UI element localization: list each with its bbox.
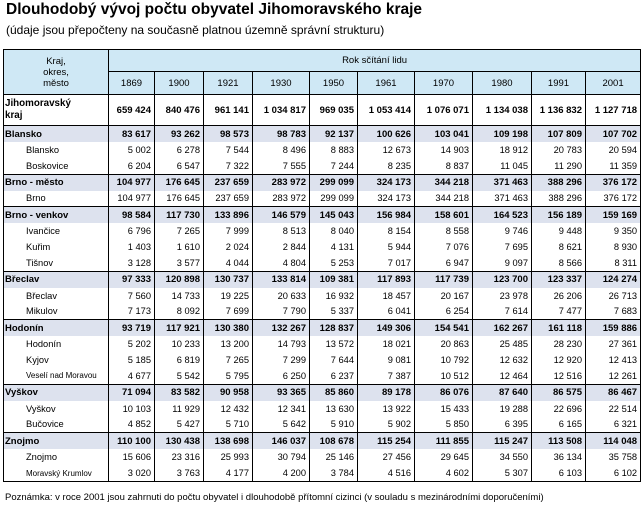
cell-value: 25 993 bbox=[204, 449, 253, 465]
cell-value: 4 200 bbox=[253, 465, 310, 481]
cell-value: 104 977 bbox=[109, 191, 155, 207]
cell-value: 7 265 bbox=[204, 352, 253, 368]
cell-value: 20 633 bbox=[253, 288, 310, 304]
table-row-town bbox=[4, 158, 641, 174]
cell-value: 8 566 bbox=[532, 255, 586, 271]
cell-value: 14 903 bbox=[415, 142, 473, 158]
cell-value: 98 584 bbox=[109, 207, 155, 224]
table-row-town bbox=[4, 255, 641, 271]
cell-value: 162 267 bbox=[473, 320, 532, 337]
row-name: Břeclav bbox=[4, 271, 109, 288]
header-corner-line: okres, bbox=[43, 66, 69, 78]
table-row-town bbox=[4, 417, 641, 433]
cell-value: 969 035 bbox=[310, 95, 358, 126]
cell-value: 388 296 bbox=[532, 191, 586, 207]
cell-value: 26 713 bbox=[586, 288, 641, 304]
cell-value: 154 541 bbox=[415, 320, 473, 337]
row-name: Boskovice bbox=[4, 158, 109, 174]
cell-value: 145 043 bbox=[310, 207, 358, 224]
cell-value: 237 659 bbox=[204, 174, 253, 191]
cell-value: 376 172 bbox=[586, 191, 641, 207]
cell-value: 18 021 bbox=[358, 336, 415, 352]
row-name bbox=[4, 95, 109, 126]
cell-value: 93 719 bbox=[109, 320, 155, 337]
header-corner bbox=[4, 50, 109, 95]
row-name: Kyjov bbox=[4, 352, 109, 368]
cell-value: 840 476 bbox=[155, 95, 204, 126]
table-row-town bbox=[4, 304, 641, 320]
row-name: Bučovice bbox=[4, 417, 109, 433]
row-name: Hodonín bbox=[4, 336, 109, 352]
cell-value: 7 544 bbox=[204, 142, 253, 158]
cell-value: 5 850 bbox=[415, 417, 473, 433]
cell-value: 19 288 bbox=[473, 401, 532, 417]
cell-value: 10 792 bbox=[415, 352, 473, 368]
cell-value: 23 316 bbox=[155, 449, 204, 465]
cell-value: 176 645 bbox=[155, 191, 204, 207]
header-corner-line: město bbox=[43, 77, 69, 89]
cell-value: 5 427 bbox=[155, 417, 204, 433]
cell-value: 133 896 bbox=[204, 207, 253, 224]
cell-value: 10 233 bbox=[155, 336, 204, 352]
cell-value: 107 809 bbox=[532, 126, 586, 143]
table-row-district bbox=[4, 384, 641, 401]
cell-value: 12 464 bbox=[473, 368, 532, 384]
cell-value: 164 523 bbox=[473, 207, 532, 224]
cell-value: 12 261 bbox=[586, 368, 641, 384]
header-year: 2001 bbox=[586, 72, 641, 95]
population-table bbox=[3, 49, 641, 482]
cell-value: 4 177 bbox=[204, 465, 253, 481]
cell-value: 8 930 bbox=[586, 239, 641, 255]
cell-value: 3 784 bbox=[310, 465, 358, 481]
table-row-town bbox=[4, 142, 641, 158]
cell-value: 8 837 bbox=[415, 158, 473, 174]
cell-value: 93 262 bbox=[155, 126, 204, 143]
header-year: 1980 bbox=[473, 72, 532, 95]
cell-value: 2 024 bbox=[204, 239, 253, 255]
header-year: 1921 bbox=[204, 72, 253, 95]
cell-value: 5 795 bbox=[204, 368, 253, 384]
cell-value: 8 883 bbox=[310, 142, 358, 158]
cell-value: 156 984 bbox=[358, 207, 415, 224]
cell-value: 371 463 bbox=[473, 174, 532, 191]
cell-value: 1 127 718 bbox=[586, 95, 641, 126]
cell-value: 28 230 bbox=[532, 336, 586, 352]
cell-value: 8 235 bbox=[358, 158, 415, 174]
cell-value: 6 204 bbox=[109, 158, 155, 174]
row-name: Ivančice bbox=[4, 223, 109, 239]
cell-value: 6 278 bbox=[155, 142, 204, 158]
table-row-town bbox=[4, 336, 641, 352]
cell-value: 283 972 bbox=[253, 191, 310, 207]
cell-value: 283 972 bbox=[253, 174, 310, 191]
cell-value: 20 167 bbox=[415, 288, 473, 304]
row-name: Mikulov bbox=[4, 304, 109, 320]
cell-value: 98 783 bbox=[253, 126, 310, 143]
cell-value: 11 359 bbox=[586, 158, 641, 174]
cell-value: 115 247 bbox=[473, 433, 532, 450]
cell-value: 299 099 bbox=[310, 174, 358, 191]
cell-value: 7 017 bbox=[358, 255, 415, 271]
row-name: Znojmo bbox=[4, 433, 109, 450]
cell-value: 107 702 bbox=[586, 126, 641, 143]
cell-value: 108 678 bbox=[310, 433, 358, 450]
cell-value: 8 496 bbox=[253, 142, 310, 158]
cell-value: 11 929 bbox=[155, 401, 204, 417]
cell-value: 3 128 bbox=[109, 255, 155, 271]
header-year: 1950 bbox=[310, 72, 358, 95]
cell-value: 26 206 bbox=[532, 288, 586, 304]
table-row-district bbox=[4, 207, 641, 224]
header-year: 1970 bbox=[415, 72, 473, 95]
cell-value: 159 886 bbox=[586, 320, 641, 337]
row-name: Moravský Krumlov bbox=[4, 465, 109, 481]
row-name: Brno bbox=[4, 191, 109, 207]
cell-value: 371 463 bbox=[473, 191, 532, 207]
table-row-town bbox=[4, 191, 641, 207]
footnote: Poznámka: v roce 2001 jsou zahrnuti do počtu obyvatel i dlouhodobě přítomní cizinci (v souladu s mezinárodními doporučeními) bbox=[5, 492, 544, 503]
cell-value: 9 081 bbox=[358, 352, 415, 368]
cell-value: 123 700 bbox=[473, 271, 532, 288]
table-row-town bbox=[4, 352, 641, 368]
cell-value: 124 274 bbox=[586, 271, 641, 288]
cell-value: 5 710 bbox=[204, 417, 253, 433]
row-name: Kuřim bbox=[4, 239, 109, 255]
cell-value: 237 659 bbox=[204, 191, 253, 207]
cell-value: 659 424 bbox=[109, 95, 155, 126]
cell-value: 4 677 bbox=[109, 368, 155, 384]
row-name: Veselí nad Moravou bbox=[4, 368, 109, 384]
cell-value: 25 485 bbox=[473, 336, 532, 352]
cell-value: 3 020 bbox=[109, 465, 155, 481]
cell-value: 104 977 bbox=[109, 174, 155, 191]
cell-value: 5 642 bbox=[253, 417, 310, 433]
cell-value: 176 645 bbox=[155, 174, 204, 191]
cell-value: 6 102 bbox=[586, 465, 641, 481]
cell-value: 30 794 bbox=[253, 449, 310, 465]
cell-value: 299 099 bbox=[310, 191, 358, 207]
cell-value: 7 299 bbox=[253, 352, 310, 368]
cell-value: 4 044 bbox=[204, 255, 253, 271]
cell-value: 10 512 bbox=[415, 368, 473, 384]
cell-value: 34 550 bbox=[473, 449, 532, 465]
table-row-town bbox=[4, 449, 641, 465]
cell-value: 149 306 bbox=[358, 320, 415, 337]
cell-value: 388 296 bbox=[532, 174, 586, 191]
cell-value: 146 037 bbox=[253, 433, 310, 450]
cell-value: 110 100 bbox=[109, 433, 155, 450]
cell-value: 20 783 bbox=[532, 142, 586, 158]
cell-value: 7 555 bbox=[253, 158, 310, 174]
cell-value: 23 978 bbox=[473, 288, 532, 304]
cell-value: 13 922 bbox=[358, 401, 415, 417]
cell-value: 4 516 bbox=[358, 465, 415, 481]
cell-value: 109 198 bbox=[473, 126, 532, 143]
cell-value: 22 696 bbox=[532, 401, 586, 417]
table-body bbox=[4, 95, 641, 482]
cell-value: 7 614 bbox=[473, 304, 532, 320]
cell-value: 18 457 bbox=[358, 288, 415, 304]
cell-value: 19 225 bbox=[204, 288, 253, 304]
cell-value: 8 154 bbox=[358, 223, 415, 239]
header-year: 1900 bbox=[155, 72, 204, 95]
cell-value: 9 746 bbox=[473, 223, 532, 239]
cell-value: 9 448 bbox=[532, 223, 586, 239]
cell-value: 117 921 bbox=[155, 320, 204, 337]
cell-value: 20 594 bbox=[586, 142, 641, 158]
cell-value: 11 290 bbox=[532, 158, 586, 174]
cell-value: 3 577 bbox=[155, 255, 204, 271]
cell-value: 2 844 bbox=[253, 239, 310, 255]
cell-value: 133 814 bbox=[253, 271, 310, 288]
cell-value: 109 381 bbox=[310, 271, 358, 288]
cell-value: 8 092 bbox=[155, 304, 204, 320]
table-row-total bbox=[4, 95, 641, 126]
header-year: 1930 bbox=[253, 72, 310, 95]
table-row-district bbox=[4, 174, 641, 191]
cell-value: 12 341 bbox=[253, 401, 310, 417]
cell-value: 123 337 bbox=[532, 271, 586, 288]
cell-value: 1 034 817 bbox=[253, 95, 310, 126]
cell-value: 35 758 bbox=[586, 449, 641, 465]
cell-value: 93 365 bbox=[253, 384, 310, 401]
cell-value: 12 673 bbox=[358, 142, 415, 158]
total-name-line2: kraj bbox=[5, 110, 23, 121]
table-row-district bbox=[4, 433, 641, 450]
cell-value: 4 602 bbox=[415, 465, 473, 481]
cell-value: 115 254 bbox=[358, 433, 415, 450]
cell-value: 7 244 bbox=[310, 158, 358, 174]
cell-value: 6 254 bbox=[415, 304, 473, 320]
cell-value: 117 730 bbox=[155, 207, 204, 224]
page-subtitle: (údaje jsou přepočteny na současně platnou územně správní strukturu) bbox=[6, 23, 385, 37]
cell-value: 8 040 bbox=[310, 223, 358, 239]
row-name: Brno - město bbox=[4, 174, 109, 191]
row-name: Břeclav bbox=[4, 288, 109, 304]
cell-value: 8 513 bbox=[253, 223, 310, 239]
header-year: 1991 bbox=[532, 72, 586, 95]
cell-value: 4 804 bbox=[253, 255, 310, 271]
cell-value: 5 902 bbox=[358, 417, 415, 433]
row-name: Blansko bbox=[4, 126, 109, 143]
cell-value: 6 165 bbox=[532, 417, 586, 433]
cell-value: 27 456 bbox=[358, 449, 415, 465]
cell-value: 117 739 bbox=[415, 271, 473, 288]
cell-value: 146 579 bbox=[253, 207, 310, 224]
cell-value: 111 855 bbox=[415, 433, 473, 450]
cell-value: 83 582 bbox=[155, 384, 204, 401]
cell-value: 85 860 bbox=[310, 384, 358, 401]
header-year: 1961 bbox=[358, 72, 415, 95]
page-title: Dlouhodobý vývoj počtu obyvatel Jihomoravského kraje bbox=[6, 1, 423, 18]
cell-value: 324 173 bbox=[358, 191, 415, 207]
table-row-town bbox=[4, 401, 641, 417]
cell-value: 6 947 bbox=[415, 255, 473, 271]
cell-value: 7 477 bbox=[532, 304, 586, 320]
cell-value: 36 134 bbox=[532, 449, 586, 465]
cell-value: 161 118 bbox=[532, 320, 586, 337]
cell-value: 12 432 bbox=[204, 401, 253, 417]
cell-value: 961 141 bbox=[204, 95, 253, 126]
cell-value: 7 699 bbox=[204, 304, 253, 320]
cell-value: 1 403 bbox=[109, 239, 155, 255]
cell-value: 12 413 bbox=[586, 352, 641, 368]
cell-value: 97 333 bbox=[109, 271, 155, 288]
cell-value: 86 575 bbox=[532, 384, 586, 401]
cell-value: 6 819 bbox=[155, 352, 204, 368]
row-name: Blansko bbox=[4, 142, 109, 158]
cell-value: 98 573 bbox=[204, 126, 253, 143]
cell-value: 128 837 bbox=[310, 320, 358, 337]
cell-value: 7 387 bbox=[358, 368, 415, 384]
cell-value: 113 508 bbox=[532, 433, 586, 450]
table-row-town bbox=[4, 368, 641, 384]
cell-value: 7 695 bbox=[473, 239, 532, 255]
cell-value: 8 311 bbox=[586, 255, 641, 271]
table-row-town bbox=[4, 465, 641, 481]
cell-value: 138 698 bbox=[204, 433, 253, 450]
table-row-town bbox=[4, 223, 641, 239]
total-name-line1: Jihomoravský bbox=[5, 98, 71, 109]
cell-value: 7 790 bbox=[253, 304, 310, 320]
cell-value: 25 146 bbox=[310, 449, 358, 465]
cell-value: 7 560 bbox=[109, 288, 155, 304]
cell-value: 5 002 bbox=[109, 142, 155, 158]
cell-value: 324 173 bbox=[358, 174, 415, 191]
cell-value: 6 103 bbox=[532, 465, 586, 481]
cell-value: 7 999 bbox=[204, 223, 253, 239]
cell-value: 29 645 bbox=[415, 449, 473, 465]
row-name: Brno - venkov bbox=[4, 207, 109, 224]
table-row-town bbox=[4, 239, 641, 255]
cell-value: 10 103 bbox=[109, 401, 155, 417]
cell-value: 5 202 bbox=[109, 336, 155, 352]
cell-value: 6 395 bbox=[473, 417, 532, 433]
table-row-district bbox=[4, 126, 641, 143]
cell-value: 1 610 bbox=[155, 239, 204, 255]
cell-value: 130 380 bbox=[204, 320, 253, 337]
cell-value: 6 796 bbox=[109, 223, 155, 239]
cell-value: 1 134 038 bbox=[473, 95, 532, 126]
cell-value: 83 617 bbox=[109, 126, 155, 143]
cell-value: 5 944 bbox=[358, 239, 415, 255]
cell-value: 8 621 bbox=[532, 239, 586, 255]
cell-value: 86 467 bbox=[586, 384, 641, 401]
cell-value: 86 076 bbox=[415, 384, 473, 401]
cell-value: 120 898 bbox=[155, 271, 204, 288]
cell-value: 11 045 bbox=[473, 158, 532, 174]
cell-value: 18 912 bbox=[473, 142, 532, 158]
cell-value: 12 516 bbox=[532, 368, 586, 384]
cell-value: 5 253 bbox=[310, 255, 358, 271]
cell-value: 71 094 bbox=[109, 384, 155, 401]
cell-value: 117 893 bbox=[358, 271, 415, 288]
cell-value: 15 606 bbox=[109, 449, 155, 465]
cell-value: 1 136 832 bbox=[532, 95, 586, 126]
cell-value: 14 793 bbox=[253, 336, 310, 352]
cell-value: 7 683 bbox=[586, 304, 641, 320]
cell-value: 130 737 bbox=[204, 271, 253, 288]
cell-value: 6 250 bbox=[253, 368, 310, 384]
header-corner-line: Kraj, bbox=[46, 55, 66, 67]
cell-value: 103 041 bbox=[415, 126, 473, 143]
cell-value: 16 932 bbox=[310, 288, 358, 304]
cell-value: 6 321 bbox=[586, 417, 641, 433]
cell-value: 92 137 bbox=[310, 126, 358, 143]
header-census-year: Rok sčítání lidu bbox=[109, 50, 641, 72]
cell-value: 87 640 bbox=[473, 384, 532, 401]
cell-value: 158 601 bbox=[415, 207, 473, 224]
cell-value: 5 542 bbox=[155, 368, 204, 384]
cell-value: 6 547 bbox=[155, 158, 204, 174]
cell-value: 90 958 bbox=[204, 384, 253, 401]
cell-value: 9 350 bbox=[586, 223, 641, 239]
row-name: Hodonín bbox=[4, 320, 109, 337]
cell-value: 7 076 bbox=[415, 239, 473, 255]
cell-value: 22 514 bbox=[586, 401, 641, 417]
cell-value: 344 218 bbox=[415, 191, 473, 207]
row-name: Vyškov bbox=[4, 384, 109, 401]
table-row-district bbox=[4, 320, 641, 337]
cell-value: 15 433 bbox=[415, 401, 473, 417]
cell-value: 13 630 bbox=[310, 401, 358, 417]
cell-value: 4 131 bbox=[310, 239, 358, 255]
cell-value: 6 041 bbox=[358, 304, 415, 320]
cell-value: 5 307 bbox=[473, 465, 532, 481]
cell-value: 20 863 bbox=[415, 336, 473, 352]
cell-value: 12 920 bbox=[532, 352, 586, 368]
cell-value: 344 218 bbox=[415, 174, 473, 191]
cell-value: 132 267 bbox=[253, 320, 310, 337]
header-year: 1869 bbox=[109, 72, 155, 95]
cell-value: 156 189 bbox=[532, 207, 586, 224]
table-row-district bbox=[4, 271, 641, 288]
cell-value: 1 076 071 bbox=[415, 95, 473, 126]
row-name: Tišnov bbox=[4, 255, 109, 271]
cell-value: 13 200 bbox=[204, 336, 253, 352]
cell-value: 130 438 bbox=[155, 433, 204, 450]
cell-value: 4 852 bbox=[109, 417, 155, 433]
table-row-town bbox=[4, 288, 641, 304]
cell-value: 1 053 414 bbox=[358, 95, 415, 126]
cell-value: 7 322 bbox=[204, 158, 253, 174]
cell-value: 7 173 bbox=[109, 304, 155, 320]
cell-value: 114 048 bbox=[586, 433, 641, 450]
cell-value: 159 169 bbox=[586, 207, 641, 224]
cell-value: 12 632 bbox=[473, 352, 532, 368]
cell-value: 89 178 bbox=[358, 384, 415, 401]
cell-value: 100 626 bbox=[358, 126, 415, 143]
cell-value: 5 910 bbox=[310, 417, 358, 433]
cell-value: 13 572 bbox=[310, 336, 358, 352]
cell-value: 7 644 bbox=[310, 352, 358, 368]
cell-value: 376 172 bbox=[586, 174, 641, 191]
cell-value: 8 558 bbox=[415, 223, 473, 239]
cell-value: 5 337 bbox=[310, 304, 358, 320]
row-name: Vyškov bbox=[4, 401, 109, 417]
cell-value: 27 361 bbox=[586, 336, 641, 352]
cell-value: 5 185 bbox=[109, 352, 155, 368]
cell-value: 6 237 bbox=[310, 368, 358, 384]
row-name: Znojmo bbox=[4, 449, 109, 465]
cell-value: 7 265 bbox=[155, 223, 204, 239]
cell-value: 3 763 bbox=[155, 465, 204, 481]
cell-value: 9 097 bbox=[473, 255, 532, 271]
cell-value: 14 733 bbox=[155, 288, 204, 304]
